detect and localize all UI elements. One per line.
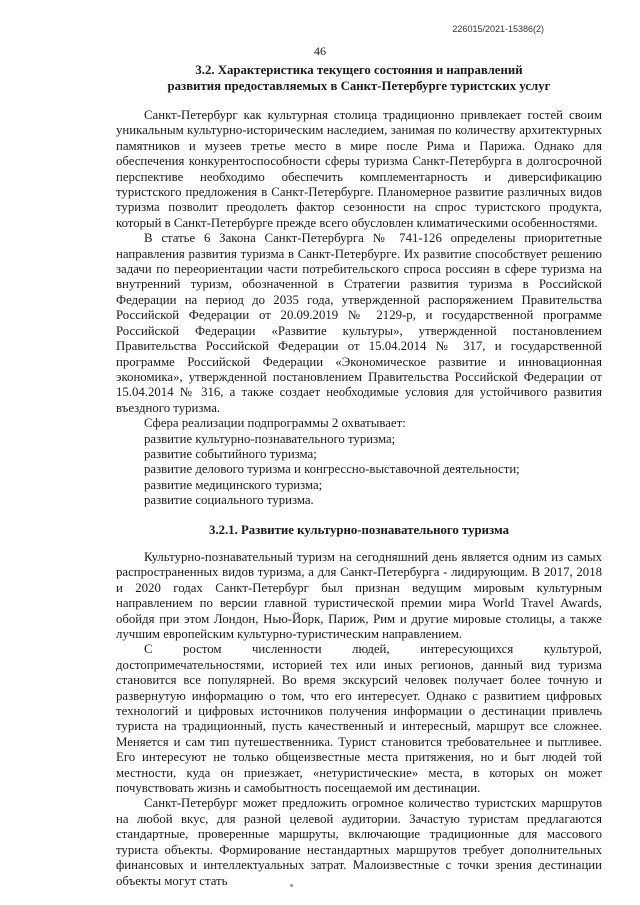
page-number: 46	[314, 44, 326, 58]
paragraph-law: В статье 6 Закона Санкт-Петербурга № 741-126 определены приоритетные направления развития туризма в Санкт-Петербурге. Их развитие способствует решению задачи по переориентации части потребительского спроса россиян в сфере туризма на внутренний туризм, обозначенной в Стратегии развития туризма в Российской Федерации на период до 2035 года, утвержденной распоряжением Правительства Российской Федерации от 20.09.2019 № 2129-р, и государственной программе Российской Федерации «Развитие культуры», утвержденной постановлением Правительства Российской Федерации от 15.04.2014 № 317, и государственной программе Российской Федерации «Экономическое развитие и инновационная экономика», утвержденной постановлением Правительства Российской Федерации от 15.04.2014 № 316, а также создает необходимые условия для устойчивого развития въездного туризма.	[116, 231, 602, 415]
scan-speck	[290, 884, 293, 887]
section-heading	[116, 62, 602, 94]
list-item: развитие культурно-познавательного туризма;	[144, 431, 396, 446]
list-item: развитие медицинского туризма;	[144, 477, 323, 492]
scope-list	[116, 432, 602, 509]
paragraph-scope-lead: Сфера реализации подпрограммы 2 охватывает:	[144, 416, 406, 431]
list-item: развитие социального туризма.	[144, 493, 314, 508]
list-item: развитие событийного туризма;	[144, 446, 317, 461]
section-heading-line1: 3.2. Характеристика текущего состояния и направлений	[195, 63, 523, 77]
page-content	[116, 62, 602, 889]
subsection-heading: 3.2.1. Развитие культурно-познавательного туризма	[208, 522, 509, 537]
paragraph-cultural-tourism: Культурно-познавательный туризм на сегодняшний день является одним из самых распространенных видов туризма, а для Санкт-Петербурга - лидирующим. В 2017, 2018 и 2020 годах Санкт-Петербург был признан ведущим мировым культурным направлением по версии главной туристической премии мира World Travel Awards, обойдя при этом Лондон, Нью-Йорк, Париж, Рим и другие мировые столицы, а также лучшим европейским культурно-туристическим направлением.	[116, 549, 602, 641]
section-heading-line2: развития предоставляемых в Санкт-Петербурге туристских услуг	[167, 79, 551, 93]
list-item: развитие делового туризма и конгрессно-выставочной деятельности;	[144, 462, 520, 477]
document-number: 226015/2021-15386(2)	[452, 24, 544, 34]
paragraph-intro: Санкт-Петербург как культурная столица традиционно привлекает гостей своим уникальным культурно-историческим наследием, занимая по количеству архитектурных памятников и музеев третье место в мире после Рима и Парижа. Однако для обеспечения конкурентоспособности сферы туризма Санкт-Петербурга в долгосрочной перспективе необходимо обеспечить комплементарность и диверсификацию туристского предложения в Санкт-Петербурге. Планомерное развитие различных видов туризма позволит преодолеть фактор сезонности на спрос туристского продукта, который в Санкт-Петербурге прежде всего обусловлен климатическими особенностями.	[116, 108, 602, 230]
paragraph-routes: Санкт-Петербург может предложить огромное количество туристских маршрутов на любой вкус, для разной целевой аудитории. Зачастую туристам предлагаются стандартные, проверенные маршруты, включающие традиционные для массового туриста объекты. Формирование нестандартных маршрутов требует дополнительных финансовых и интеллектуальных затрат. Малоизвестные с точки зрения дестинации объекты могут стать	[116, 796, 602, 888]
paragraph-growth: С ростом численности людей, интересующихся культурой, достопримечательностями, историей тех или иных регионов, данный вид туризма становится все популярней. Во время экскурсий человек получает более точную и развернутую информацию о том, что его интересует. Однако с развитием цифровых технологий и цифровых источников получения информации о дестинации привлечь туриста на традиционный, пусть качественный и интересный, маршрут все сложнее. Меняется и сам тип путешественника. Турист становится требовательнее и пытливее. Его интересуют не только общеизвестные места притяжения, но и быт людей той местности, куда он приезжает, «нетуристические» места, в которых он может почувствовать жизнь и самобытность посещаемой им дестинации.	[116, 642, 602, 796]
